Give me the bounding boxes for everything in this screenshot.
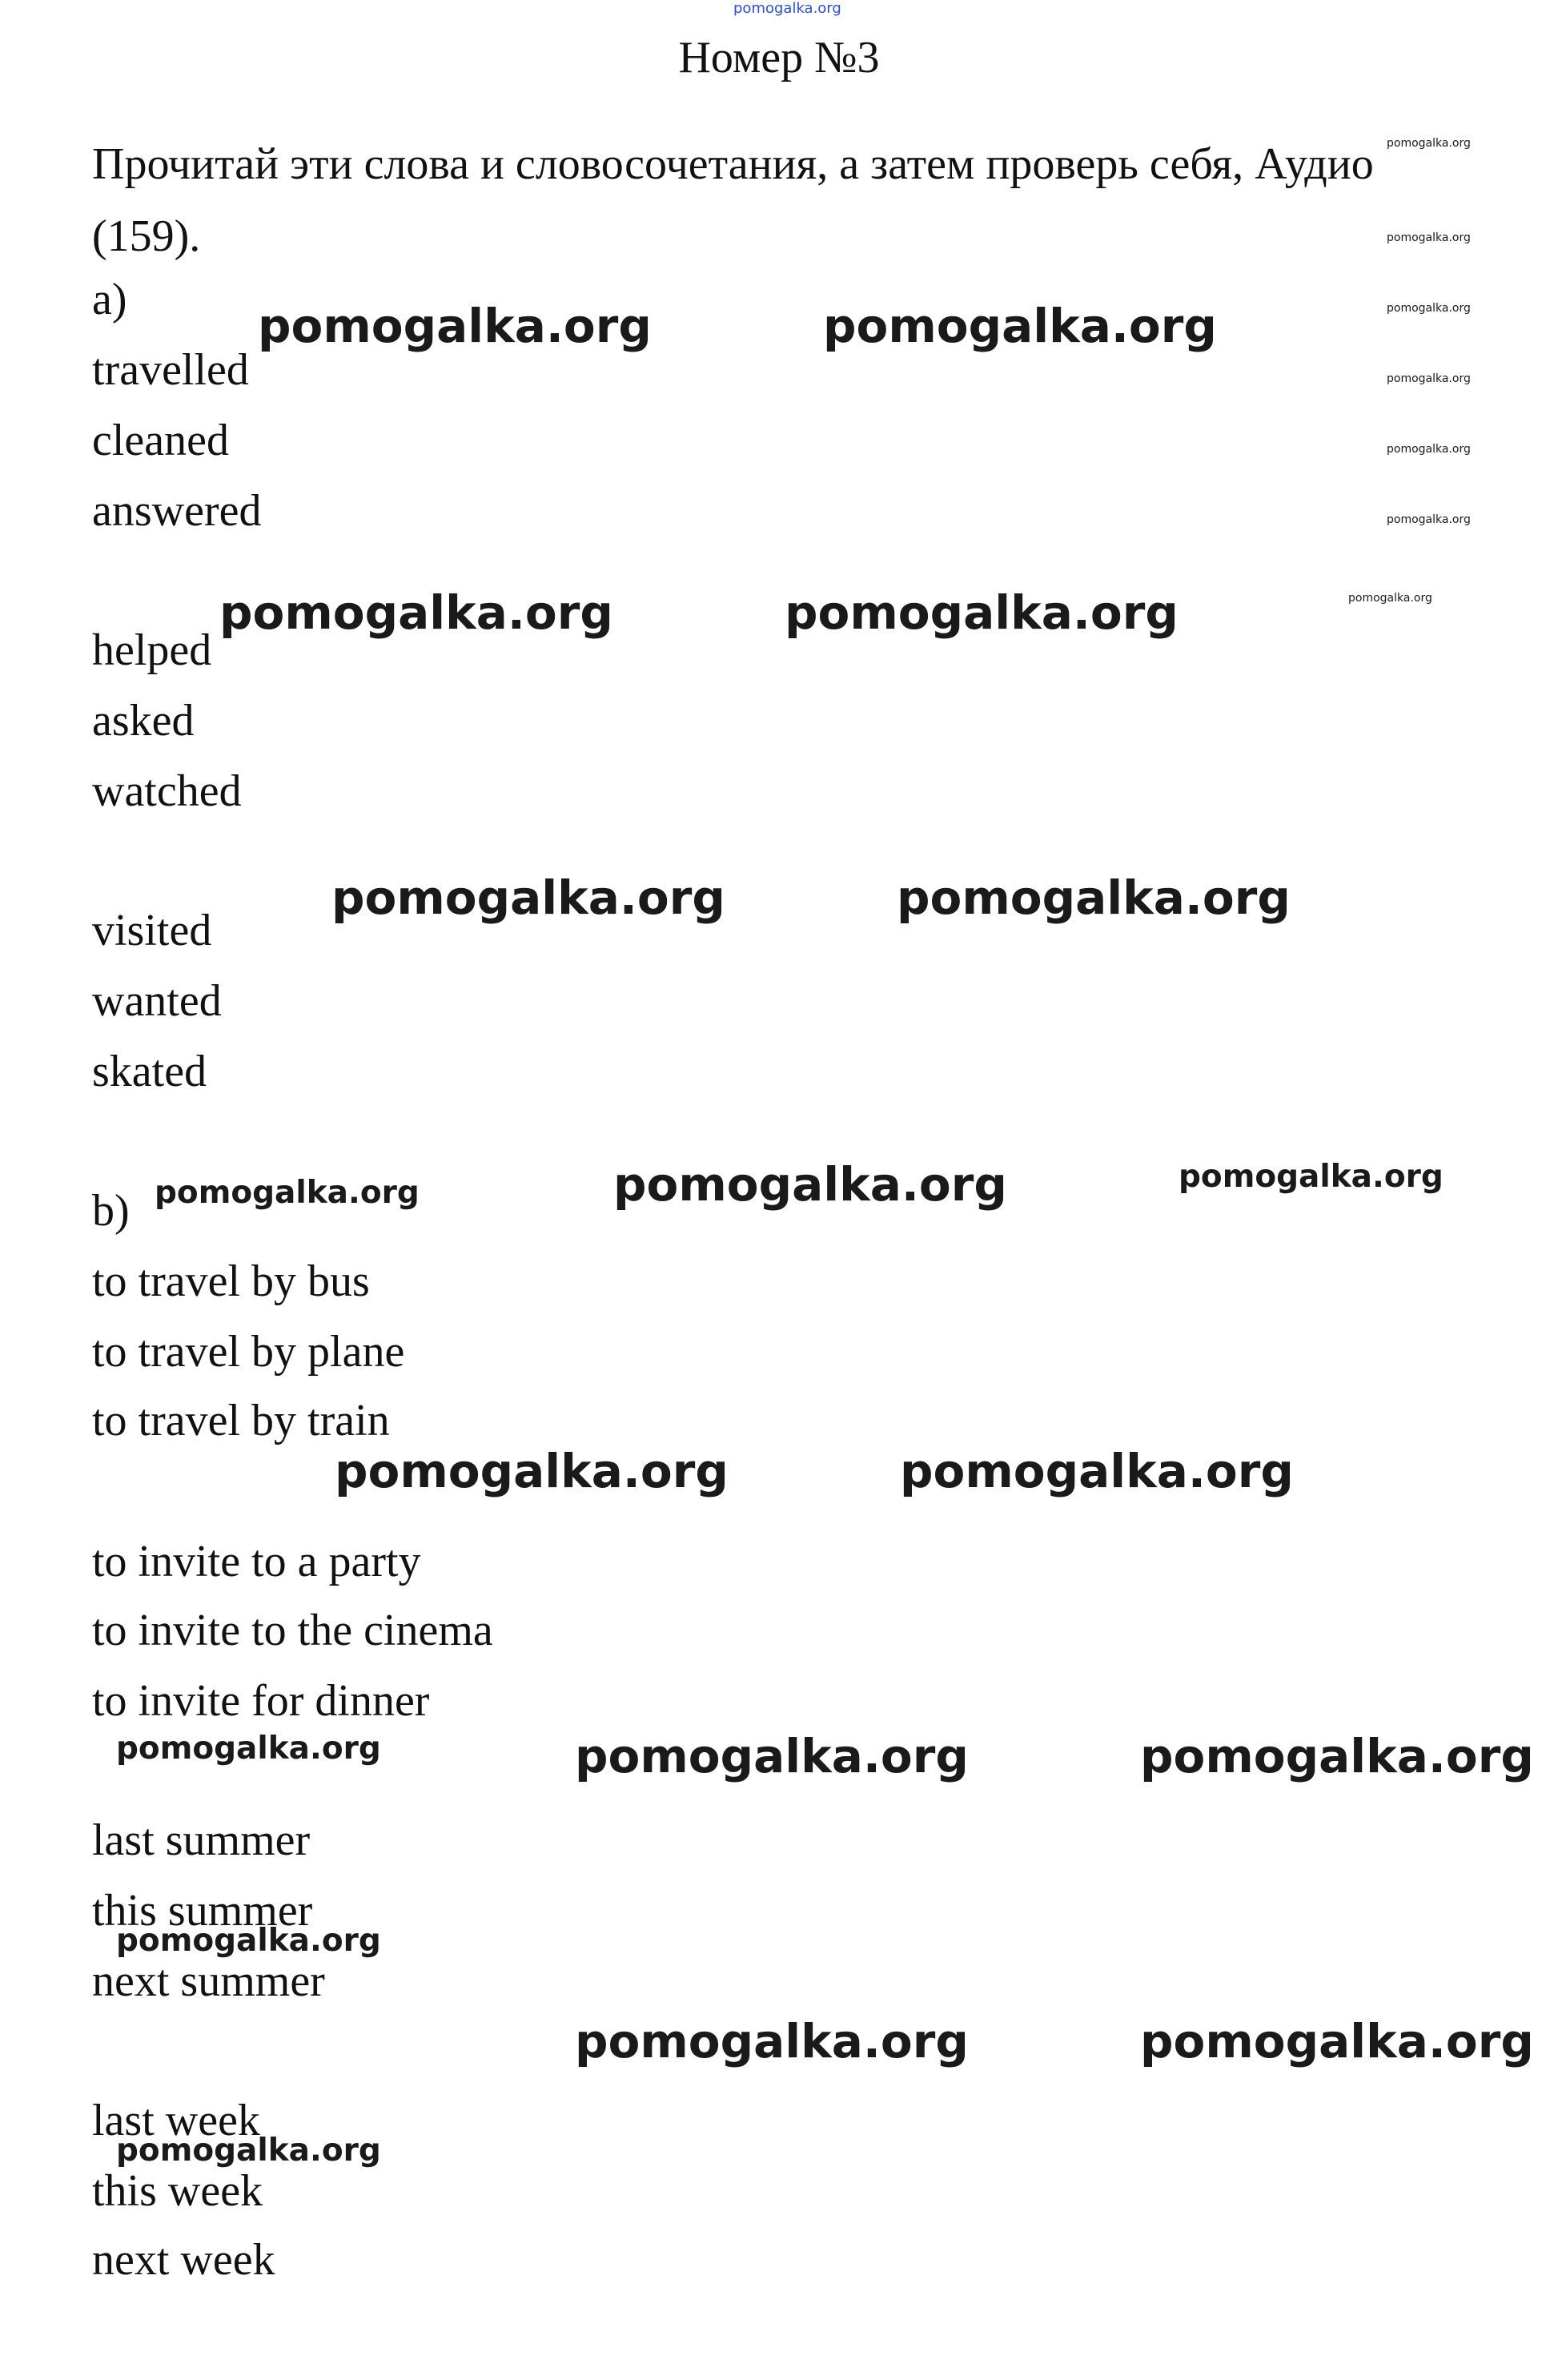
- watermark: pomogalka.org: [1387, 372, 1471, 385]
- phrase-item: to invite for dinner: [92, 1676, 430, 1726]
- word-item: watched: [92, 766, 242, 816]
- watermark: pomogalka.org: [116, 1731, 381, 1767]
- watermark: pomogalka.org: [1179, 1159, 1444, 1195]
- watermark: pomogalka.org: [116, 2133, 381, 2169]
- phrase-item: last week: [92, 2096, 260, 2145]
- watermark: pomogalka.org: [1387, 302, 1471, 315]
- phrase-item: to travel by bus: [92, 1256, 370, 1306]
- watermark: pomogalka.org: [575, 2014, 969, 2068]
- watermark: pomogalka.org: [1387, 443, 1471, 456]
- watermark: pomogalka.org: [900, 1444, 1294, 1498]
- watermark: pomogalka.org: [1348, 592, 1432, 605]
- phrase-item: to travel by train: [92, 1396, 390, 1445]
- header-watermark: pomogalka.org: [733, 0, 841, 17]
- phrase-item: to travel by plane: [92, 1327, 405, 1377]
- watermark: pomogalka.org: [1140, 2014, 1534, 2068]
- watermark: pomogalka.org: [823, 299, 1217, 353]
- phrase-item: this week: [92, 2166, 263, 2216]
- phrase-item: this summer: [92, 1886, 313, 1936]
- word-item: wanted: [92, 976, 222, 1026]
- phrase-item: to invite to a party: [92, 1537, 421, 1586]
- watermark: pomogalka.org: [897, 870, 1291, 925]
- phrase-item: next week: [92, 2235, 275, 2285]
- phrase-item: last summer: [92, 1815, 311, 1865]
- watermark: pomogalka.org: [1387, 137, 1471, 150]
- watermark: pomogalka.org: [785, 585, 1179, 640]
- watermark: pomogalka.org: [219, 585, 613, 640]
- word-item: skated: [92, 1047, 207, 1096]
- watermark: pomogalka.org: [116, 1923, 381, 1959]
- watermark: pomogalka.org: [613, 1157, 1007, 1212]
- word-item: asked: [92, 696, 195, 746]
- watermark: pomogalka.org: [1387, 231, 1471, 244]
- page-title: Номер №3: [678, 33, 880, 82]
- watermark: pomogalka.org: [331, 870, 725, 925]
- phrase-item: to invite to the cinema: [92, 1606, 493, 1655]
- watermark: pomogalka.org: [575, 1729, 969, 1783]
- section-b-label: b): [92, 1186, 130, 1236]
- watermark: pomogalka.org: [155, 1175, 420, 1211]
- word-item: travelled: [92, 345, 249, 395]
- word-item: helped: [92, 625, 212, 675]
- word-item: visited: [92, 906, 212, 955]
- word-item: answered: [92, 486, 262, 536]
- section-a-label: a): [92, 275, 127, 324]
- watermark: pomogalka.org: [1140, 1729, 1534, 1783]
- word-item: cleaned: [92, 416, 229, 465]
- phrase-item: next summer: [92, 1956, 325, 2006]
- watermark: pomogalka.org: [335, 1444, 729, 1498]
- task-instruction: Прочитай эти слова и словосочетания, а затем проверь себя, Аудио (159).: [92, 139, 1374, 261]
- watermark: pomogalka.org: [1387, 513, 1471, 526]
- watermark: pomogalka.org: [258, 299, 652, 353]
